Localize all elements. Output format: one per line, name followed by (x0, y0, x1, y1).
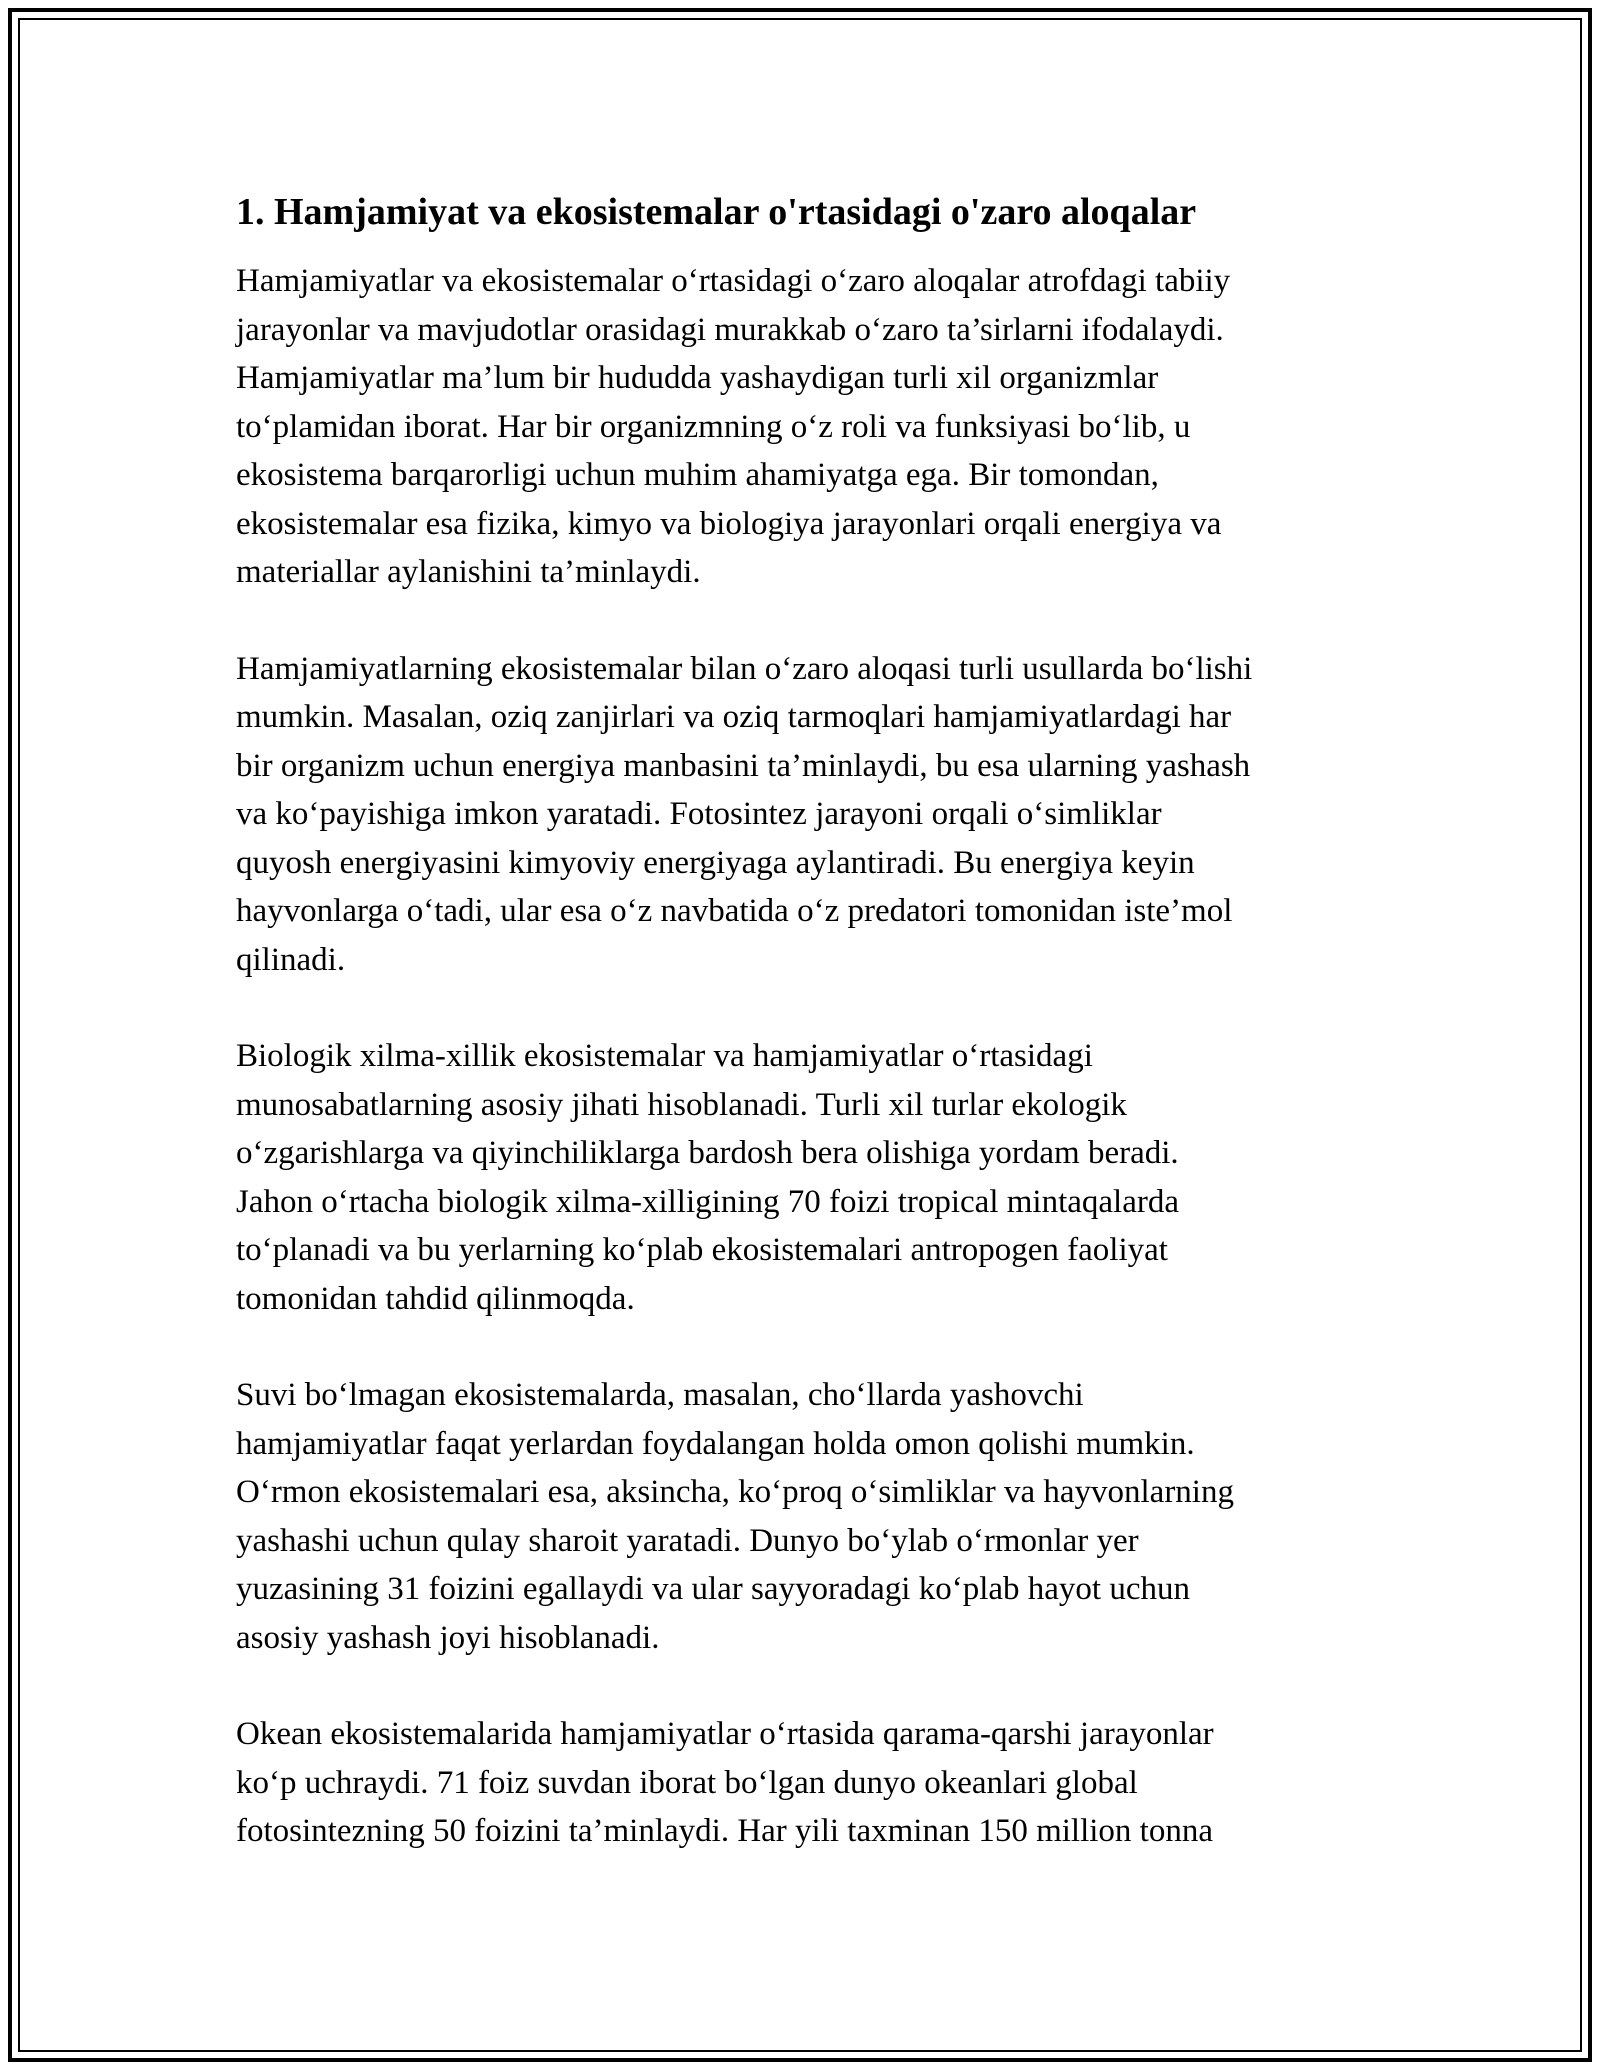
text-line: ekosistemalar esa fizika, kimyo va biologiya jarayonlari orqali energiya va (236, 505, 1222, 542)
text-line: to‘plamidan iborat. Har bir organizmning o‘z roli va funksiyasi bo‘lib, u (236, 408, 1191, 445)
text-line: jarayonlar va mavjudotlar orasidagi murakkab o‘zaro ta’sirlarni ifodalaydi. (236, 311, 1224, 348)
text-line: to‘planadi va bu yerlarning ko‘plab ekosistemalari antropogen faoliyat (236, 1232, 1168, 1268)
text-line: tomonidan tahdid qilinmoqda. (236, 1280, 635, 1317)
text-line: Okean ekosistemalarida hamjamiyatlar o‘rtasida qarama-qarshi jarayonlar (236, 1716, 1214, 1752)
paragraph-5 (236, 1710, 1376, 1856)
text-line: Hamjamiyatlarning ekosistemalar bilan o‘zaro aloqasi turli usullarda bo‘lishi (236, 650, 1253, 687)
text-line: O‘rmon ekosistemalari esa, aksincha, ko‘proq o‘simliklar va hayvonlarning (236, 1474, 1234, 1510)
text-line: asosiy yashash joyi hisoblanadi. (236, 1619, 660, 1656)
text-line: materiallar aylanishini ta’minlaydi. (236, 554, 701, 590)
section-heading: 1. Hamjamiyat va ekosistemalar o'rtasidagi o'zaro aloqalar (236, 191, 1197, 233)
text-line: fotosintezning 50 foizini ta’minlaydi. Har yili taxminan 150 million tonna (236, 1813, 1213, 1849)
text-line: ekosistema barqarorligi uchun muhim ahamiyatga ega. Bir tomondan, (236, 457, 1159, 493)
text-line: yuzasining 31 foizini egallaydi va ular sayyoradagi ko‘plab hayot uchun (236, 1571, 1190, 1607)
paragraph-4 (236, 1371, 1376, 1662)
text-line: Jahon o‘rtacha biologik xilma-xilligining 70 foizi tropical mintaqalarda (236, 1183, 1179, 1220)
text-line: hamjamiyatlar faqat yerlardan foydalangan holda omon qolishi mumkin. (236, 1425, 1195, 1462)
text-line: hayvonlarga o‘tadi, ular esa o‘z navbatida o‘z predatori tomonidan iste’mol (236, 893, 1233, 929)
text-line: yashashi uchun qulay sharoit yaratadi. Dunyo bo‘ylab o‘rmonlar yer (236, 1522, 1139, 1559)
text-line: o‘zgarishlarga va qiyinchiliklarga bardosh bera olishiga yordam beradi. (236, 1135, 1179, 1171)
text-line: mumkin. Masalan, oziq zanjirlari va oziq tarmoqlari hamjamiyatlardagi har (236, 699, 1232, 735)
text-line: Biologik xilma-xillik ekosistemalar va hamjamiyatlar o‘rtasidagi (236, 1038, 1093, 1074)
paragraph-2 (236, 645, 1376, 985)
document-body (236, 186, 1376, 1904)
text-line: quyosh energiyasini kimyoviy energiyaga aylantiradi. Bu energiya keyin (236, 844, 1195, 881)
paragraph-3 (236, 1032, 1376, 1323)
text-line: Hamjamiyatlar va ekosistemalar o‘rtasidagi o‘zaro aloqalar atrofdagi tabiiy (236, 263, 1231, 299)
text-line: bir organizm uchun energiya manbasini ta’minlaydi, bu esa ularning yashash (236, 747, 1251, 784)
text-line: va ko‘payishiga imkon yaratadi. Fotosintez jarayoni orqali o‘simliklar (236, 796, 1162, 832)
text-line: qilinadi. (236, 941, 346, 978)
paragraph-1 (236, 257, 1376, 597)
text-line: ko‘p uchraydi. 71 foiz suvdan iborat bo‘lgan dunyo okeanlari global (236, 1764, 1138, 1801)
text-line: Hamjamiyatlar ma’lum bir hududda yashaydigan turli xil organizmlar (236, 360, 1159, 396)
text-line: munosabatlarning asosiy jihati hisoblanadi. Turli xil turlar ekologik (236, 1086, 1127, 1123)
text-line: Suvi bo‘lmagan ekosistemalarda, masalan, cho‘llarda yashovchi (236, 1377, 1084, 1413)
